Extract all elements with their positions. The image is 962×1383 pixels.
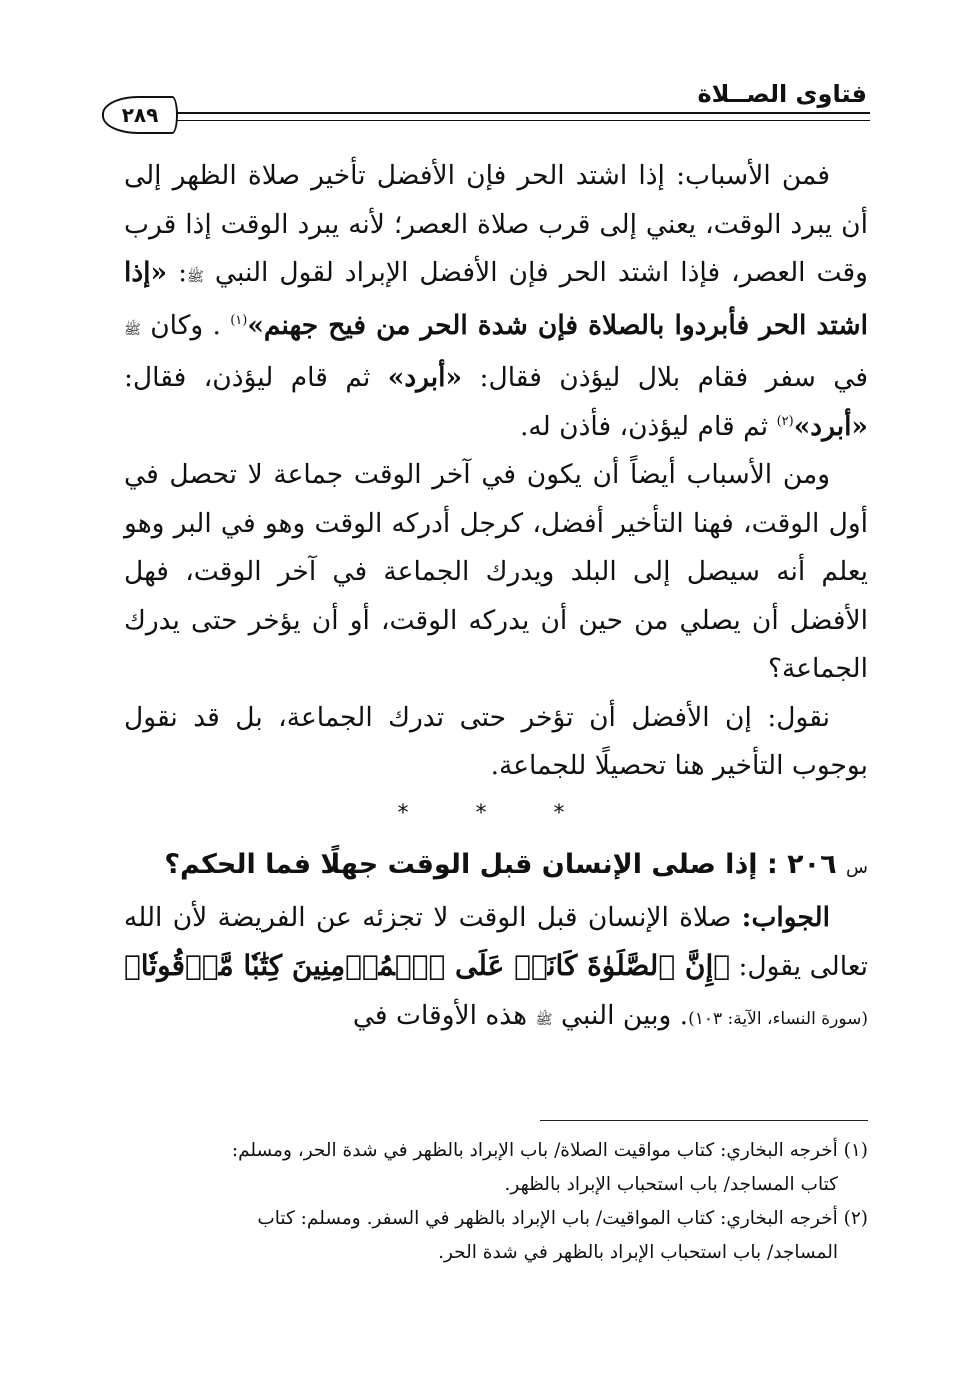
answer-paragraph	[124, 894, 868, 1045]
footnote-1-line-1: (١) أخرجه البخاري: كتاب مواقيت الصلاة/ باب الإبراد بالظهر في شدة الحر، ومسلم:	[231, 1140, 868, 1161]
paragraph-3: نقول: إن الأفضل أن تؤخر حتى تدرك الجماعة، بل قد نقول بوجوب التأخير هنا تحصيلًا للجماعة.	[124, 701, 868, 781]
p1-text-c: في سفر فقام بلال ليؤذن فقال:	[479, 362, 868, 393]
hadith-quote-abrid-1: «أبرد»	[387, 362, 463, 393]
paragraph-2: ومن الأسباب أيضاً أن يكون في آخر الوقت جماعة لا تحصل في أول الوقت، فهنا التأخير أفضل، كرجل أدركه الوقت وهو في البر وهو يعلم أنه سيصل إلى البلد ويدرك الجماعة في آخر الوقت، فهل الأفضل أن يصلي من حين أن يدركه الوقت، أو أن يؤخر حتى يدرك الجماعة؟	[124, 459, 868, 684]
section-separator: * * *	[397, 800, 595, 826]
question-text: : إذا صلى الإنسان قبل الوقت جهلًا فما الحكم؟	[164, 848, 778, 880]
page-number: ٢٨٩	[102, 96, 178, 134]
footnote-2-cont	[124, 1236, 868, 1270]
question-heading	[124, 839, 868, 894]
footnote-1-cont	[124, 1168, 868, 1202]
salutation-glyph-3: ﷺ	[535, 1011, 553, 1028]
footnote-1-line-2: كتاب المساجد/ باب استحباب الإبراد بالظهر.	[504, 1174, 838, 1195]
p1-colon: :	[178, 257, 187, 288]
header-rule	[172, 112, 870, 121]
hadith-quote-1: «إذا اشتد الحر فأبردوا بالصلاة فإن شدة الحر من فيح جهنم»	[124, 257, 868, 341]
p1-text-a: فمن الأسباب: إذا اشتد الحر فإن الأفضل تأخير صلاة الظهر إلى أن يبرد الوقت، يعني إلى قرب صلاة العصر؛ لأنه يبرد الوقت إذا قرب وقت العصر، فإذا اشتد الحر فإن الأفضل الإبراد لقول النبي	[124, 160, 868, 288]
salutation-glyph-2: ﷺ	[124, 321, 141, 338]
question-marker: س	[846, 856, 868, 878]
p1-text-b: . وكان	[150, 309, 221, 341]
footnote-ref-1: (١)	[230, 312, 248, 328]
verse-reference: (سورة النساء، الآية: ١٠٣)	[688, 1008, 868, 1029]
p1-text-e: ثم قام ليؤذن، فأذن له.	[519, 410, 769, 442]
question-number: ٢٠٦	[787, 848, 837, 880]
paragraph-1	[124, 152, 868, 451]
main-text	[124, 152, 868, 1044]
quran-verse: ﴿إِنَّ ٱلصَّلَوٰةَ كَانَتۡ عَلَى ٱلۡمُؤۡمِنِينَ كِتَٰبٗا مَّوۡقُوتٗا﴾	[124, 949, 731, 982]
answer-label: الجواب:	[741, 901, 830, 933]
footnotes	[124, 1134, 868, 1270]
footnote-2-line-1: (٢) أخرجه البخاري: كتاب المواقيت/ باب الإبراد بالظهر في السفر. ومسلم: كتاب	[257, 1208, 868, 1229]
answer-text-a: صلاة الإنسان قبل الوقت لا تجزئه عن الفريضة لأن الله تعالى يقول:	[124, 901, 868, 982]
p1-text-d: ثم قام ليؤذن، فقال:	[124, 362, 371, 393]
footnote-2	[124, 1202, 868, 1236]
footnote-rule	[540, 1120, 868, 1121]
salutation-glyph: ﷺ	[187, 269, 204, 285]
footnote-ref-2: (٢)	[776, 413, 794, 429]
hadith-quote-abrid-2: «أبرد»	[793, 410, 868, 442]
answer-text-b: . وبين النبي	[560, 999, 689, 1031]
answer-text-c: هذه الأوقات في	[352, 999, 528, 1031]
footnote-1	[124, 1134, 868, 1168]
running-title: فتاوى الصــلاة	[697, 80, 867, 108]
footnote-2-line-2: المساجد/ باب استحباب الإبراد بالظهر في شدة الحر.	[438, 1242, 838, 1263]
